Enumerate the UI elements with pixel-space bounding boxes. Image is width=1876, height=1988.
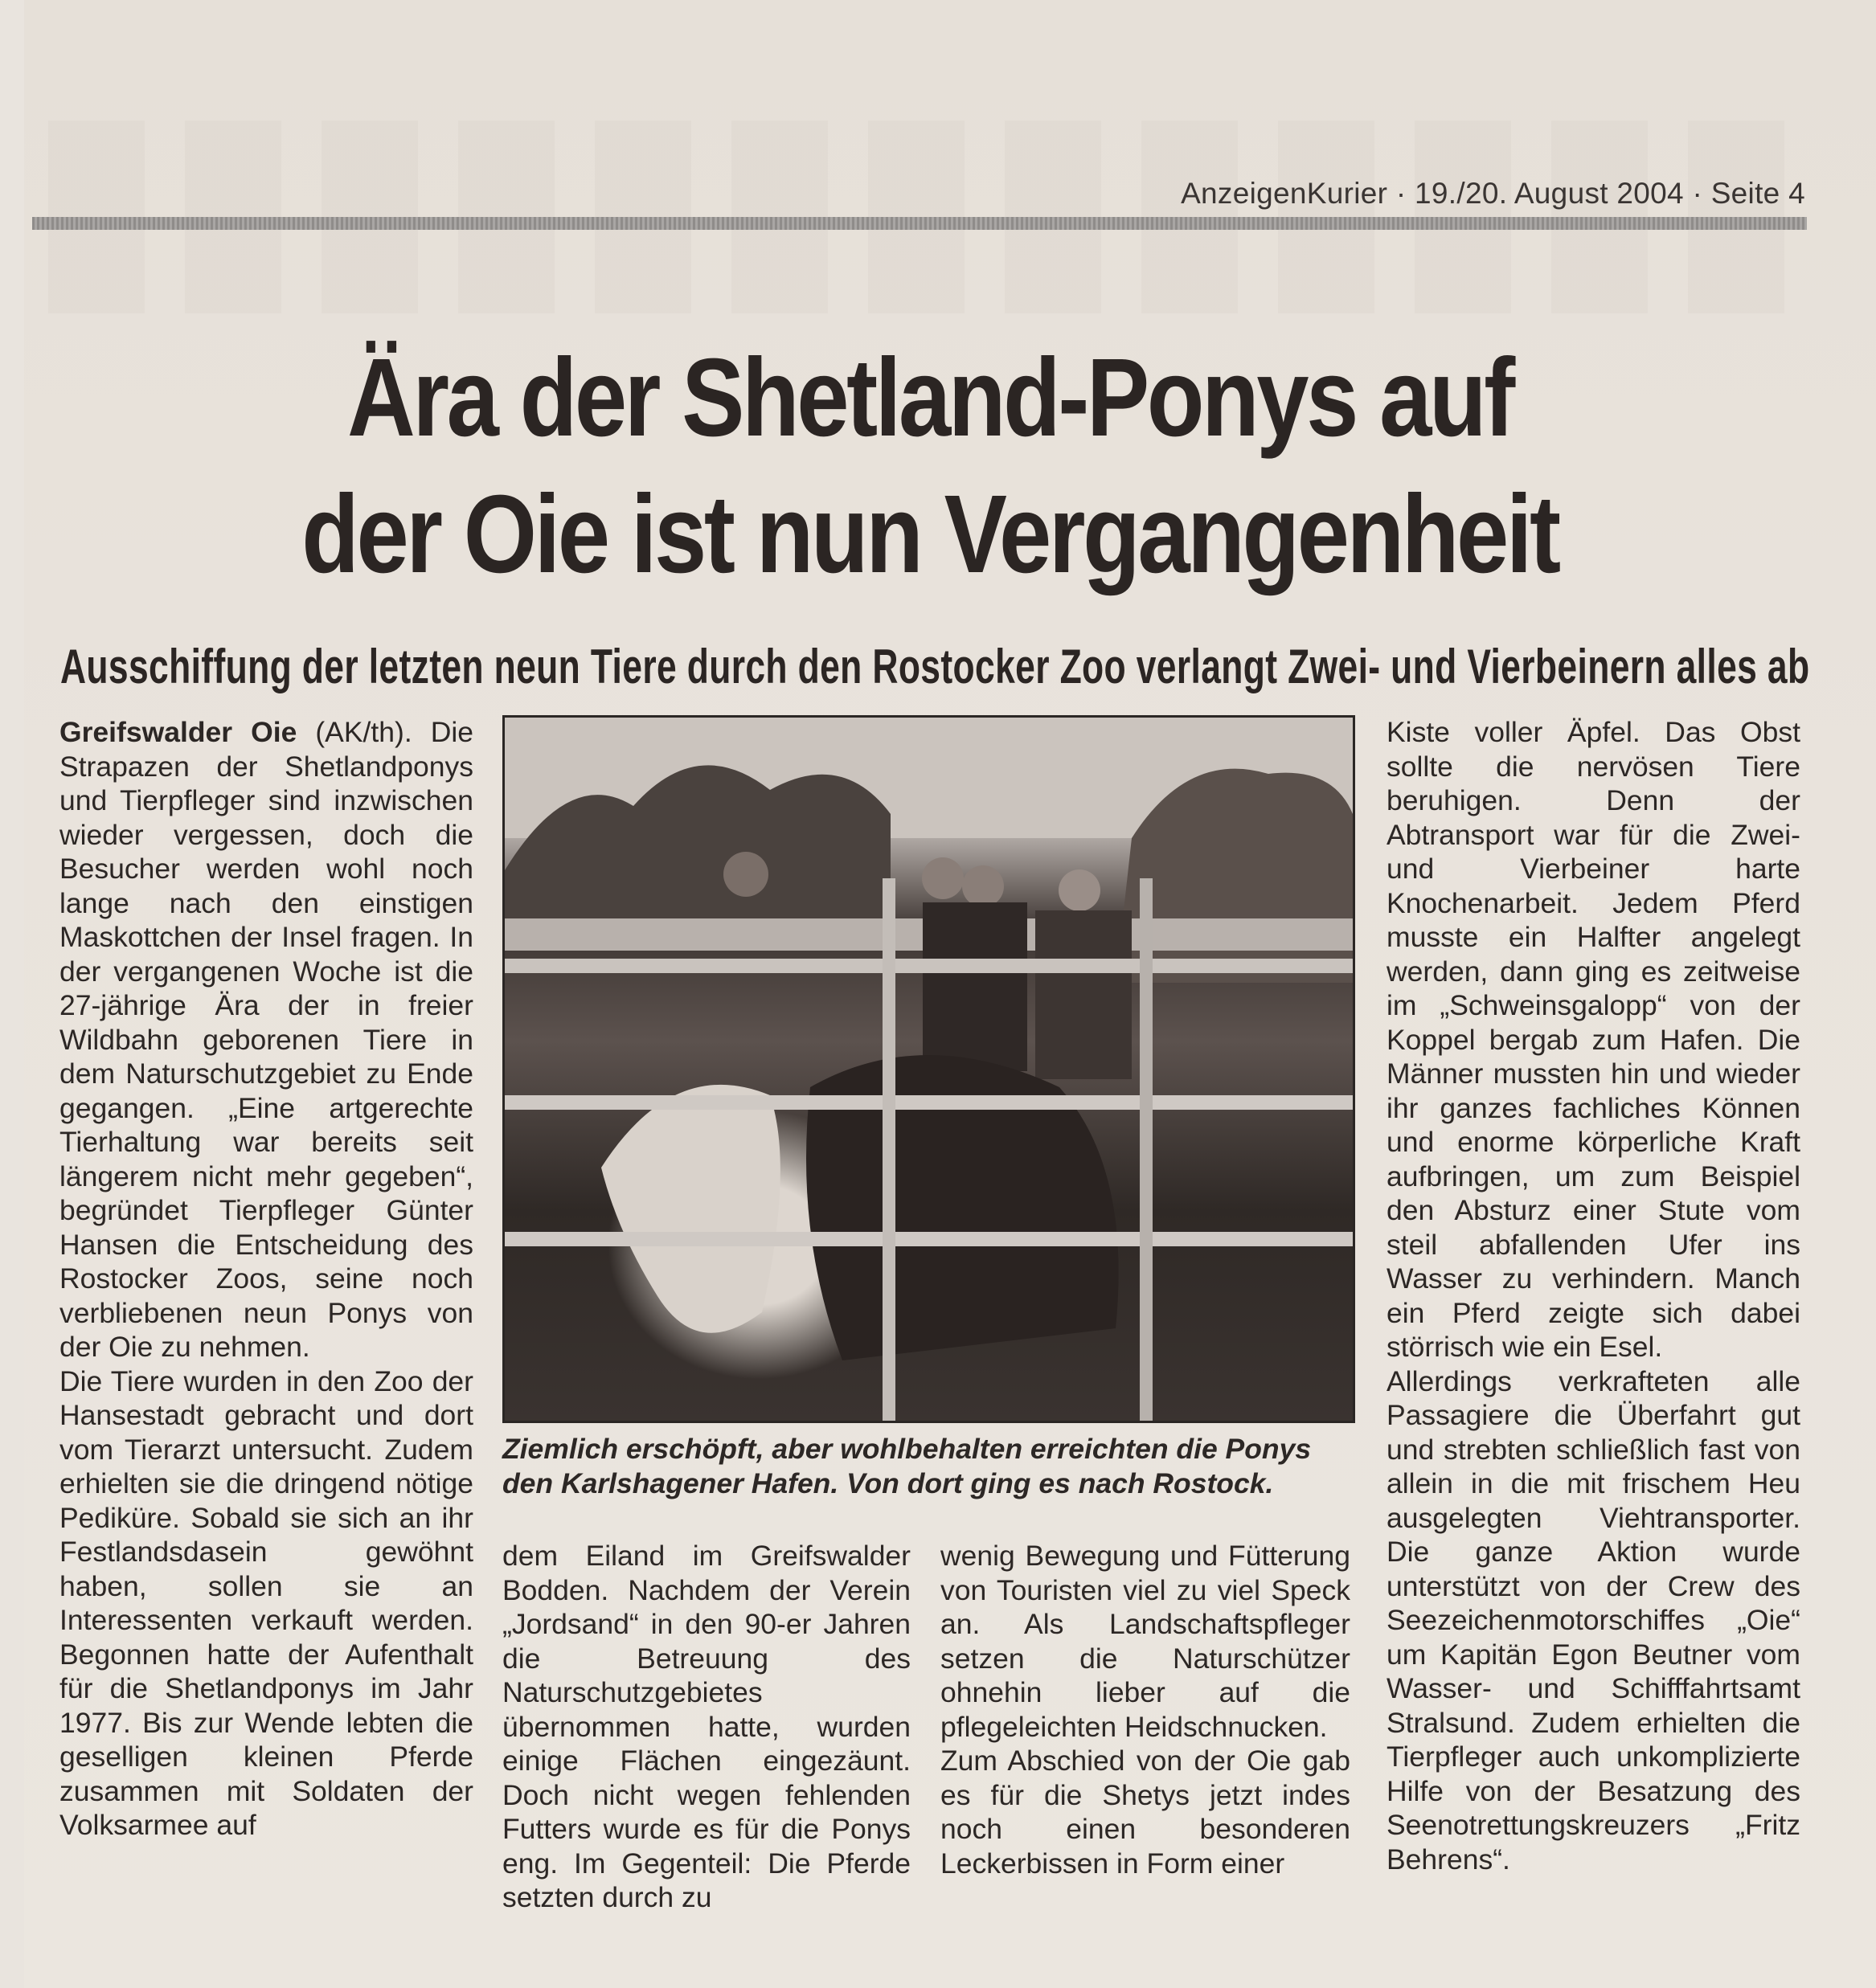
headline (181, 329, 1680, 603)
dateline-lead: Greifswalder Oie (59, 716, 297, 748)
paragraph: Die Tiere wurden in den Zoo der Hansestadt gebracht und dort vom Tierarzt untersucht. Zudem erhielten sie die dringend nötige Pediküre. Sobald sie sich an ihr Festlandsdasein gewöhnt haben, sollen sie an Interessenten verkauft werden. Begonnen hatte der Aufenthalt für die Shetlandponys im Jahr 1977. Bis zur Wende lebten die geselligen kleinen Pferde zusammen mit Soldaten der Volksarmee auf (59, 1364, 473, 1841)
paragraph: Kiste voller Äpfel. Das Obst sollte die nervösen Tiere beruhigen. Denn der Abtransport war für die Zwei- und Vierbeiner harte Knochenarbeit. Jedem Pferd musste ein Halfter angelegt werden, dann ging es zeitweise im „Schweinsgalopp“ von der Koppel bergab zum Hafen. Die Männer mussten hin und wieder ihr ganzes fachliches Können und enorme körperliche Kraft aufbringen, um zum Beispiel den Absturz einer Stute vom steil abfallenden Ufer ins Wasser zu verhindern. Manch ein Pferd zeigte sich dabei störrisch wie ein Esel. (1387, 716, 1800, 1363)
header-rule (32, 217, 1807, 230)
headline-line-2: der Oie ist nun Vergangenheit (301, 472, 1559, 596)
paragraph: dem Eiland im Greifswalder Bodden. Nachdem der Verein „Jordsand“ in den 90-er Jahren die Betreuung des Naturschutzgebietes übernommen hatte, wurden einige Flächen eingezäunt. Doch nicht wegen fehlenden Futters wurde es für die Ponys eng. Im Gegenteil: Die Pferde setzten durch zu (502, 1540, 911, 1913)
photo-caption: Ziemlich erschöpft, aber wohlbehalten erreichten die Ponys den Karlshagener Hafen. Von dort ging es nach Rostock. (502, 1433, 1312, 1499)
paragraph: Allerdings verkrafteten alle Passagiere die Überfahrt gut und strebten schließlich fast von allein in die mit frischem Heu ausgelegten Viehtransporter. Die ganze Aktion wurde unterstützt von der Crew des Seezeichenmotorschiffes „Oie“ um Kapitän Egon Beutner vom Wasser- und Schifffahrtsamt Stralsund. Zudem erhielten die Tierpfleger auch unkomplizierte Hilfe von der Besatzung des Seenotrettungskreuzers „Fritz Behrens“. (1387, 1364, 1800, 1876)
article-photo (502, 715, 1355, 1423)
paragraph: wenig Bewegung und Fütterung von Touristen viel zu viel Speck an. Als Landschaftspfleger setzen die Naturschützer ohnehin lieber auf die pflegeleichten Heidschnucken. (940, 1540, 1350, 1743)
dateline: AnzeigenKurier · 19./20. August 2004 · Seite 4 (1181, 177, 1805, 210)
article-column-1 (59, 715, 473, 1843)
paragraph-text: (AK/th). Die Strapazen der Shetlandponys und Tierpfleger sind inzwischen wieder vergessen, doch die Besucher werden wohl noch lange nach den einstigen Maskottchen der Insel fragen. In der vergangenen Woche ist die 27-jährige Ära der in freier Wildbahn geborenen Tiere in dem Naturschutzgebiet zu Ende gegangen. „Eine artgerechte Tierhaltung war bereits seit längerem nicht mehr gegeben“, begründet Tierpfleger Günter Hansen die Entscheidung des Rostocker Zoos, seine noch verbliebenen neun Ponys von der Oie zu nehmen. (59, 716, 473, 1363)
article-column-3 (940, 1539, 1350, 1880)
paragraph (59, 715, 473, 1364)
headline-line-1: Ära der Shetland-Ponys auf (347, 336, 1513, 460)
article-column-2 (502, 1539, 911, 1915)
subheadline: Ausschiffung der letzten neun Tiere durch den Rostocker Zoo verlangt Zwei- und Vierbeinern alles ab (60, 640, 1810, 693)
ponys-at-fence-image (505, 718, 1353, 1421)
paragraph: Zum Abschied von der Oie gab es für die Shetys jetzt indes noch einen besonderen Leckerbissen in Form einer (940, 1745, 1350, 1880)
article-column-4 (1387, 715, 1800, 1876)
